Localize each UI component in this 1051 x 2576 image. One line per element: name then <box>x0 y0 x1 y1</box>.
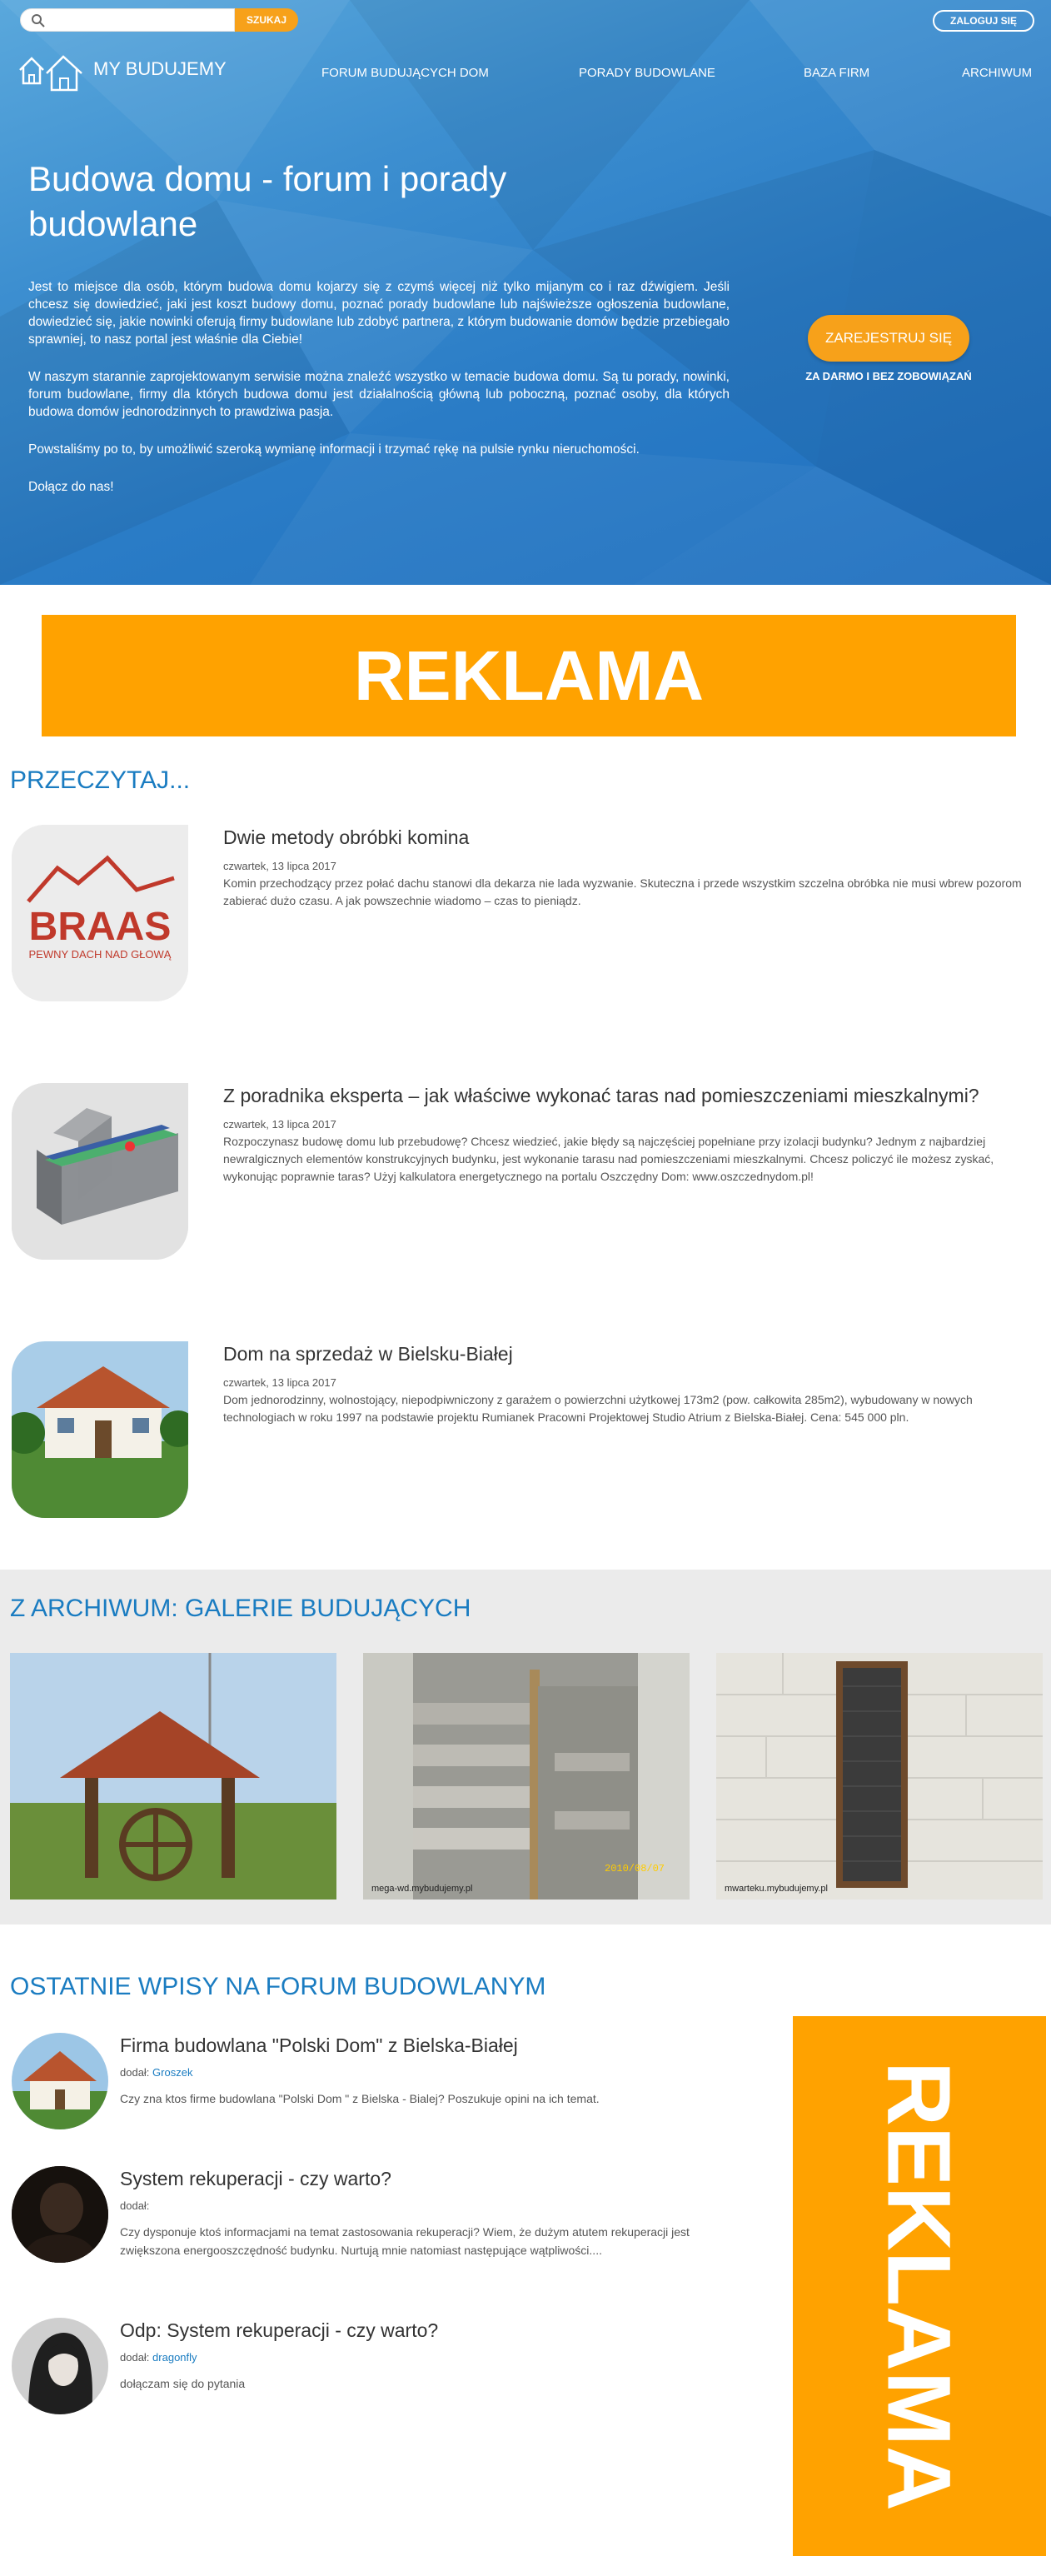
ad-side-text: REKLAMA <box>869 2061 970 2511</box>
article-thumbnail-braas[interactable] <box>12 825 188 1001</box>
avatar-woman-image <box>12 2318 108 2414</box>
article-date: czwartek, 13 lipca 2017 <box>223 1376 336 1389</box>
gallery-image-well[interactable] <box>10 1653 336 1900</box>
forum-entry-body: Czy zna ktos firme budowlana "Polski Dom " z Bielska - Bialej? Poszukuje opini na ich temat. <box>120 2092 600 2105</box>
terrace-diagram-image <box>12 1083 188 1260</box>
author-prefix: dodał: <box>120 2066 150 2079</box>
forum-entry-title[interactable]: System rekuperacji - czy warto? <box>120 2168 391 2189</box>
forum-entry-body: Czy dysponuje ktoś informacjami na temat zastosowania rekuperacji? Wiem, że dużym atutem rekuperacji jest zwiększona energooszczędność budynku. Nurtują mnie natomiast następujące wątpliwości.... <box>120 2225 690 2257</box>
article-title[interactable]: Dwie metody obróbki komina <box>223 826 470 848</box>
forum-avatar <box>12 2318 108 2414</box>
stairs-photo-image <box>363 1653 690 1900</box>
top-bar <box>0 0 1051 42</box>
article-date: czwartek, 13 lipca 2017 <box>223 1118 336 1131</box>
forum-entry-body: dołączam się do pytania <box>120 2377 246 2390</box>
gallery-section <box>0 1570 1051 1925</box>
hero-paragraph: Powstaliśmy po to, by umożliwić szeroką wymianę informacji i trzymać rękę na pulsie rynku nieruchomości. <box>28 442 640 457</box>
forum-avatar <box>12 2166 108 2263</box>
search-input[interactable] <box>20 8 235 32</box>
author-prefix: dodał: <box>120 2351 150 2364</box>
article-body: Rozpoczynasz budowę domu lub przebudowę? Chcesz wiedzieć, jakie błędy są najczęściej popełniane przy izolacji budynku? Jednym z najbardziej newralgicznych elementów konstrukcyjnych budynku, jest wykonanie tarasu nad pomieszczeniami mieszkalnymi. Chcesz policzyć ile możesz zyskać, wykonując poprawnie taras? Użyj kalkulatora energetycznego na portalu Oszczędny Dom: www.oszczednydom.pl! <box>223 1135 994 1183</box>
gallery-caption: mega-wd.mybudujemy.pl <box>371 1884 473 1894</box>
nav-archive[interactable]: ARCHIWUM <box>962 66 1033 80</box>
gallery-date-stamp: 2010/08/07 <box>605 1863 665 1875</box>
forum-entry-meta <box>120 2199 149 2212</box>
article-date: czwartek, 13 lipca 2017 <box>223 860 336 872</box>
register-subtitle: ZA DARMO I BEZ ZOBOWIĄZAŃ <box>805 370 972 382</box>
article-body: Komin przechodzący przez połać dachu stanowi dla dekarza nie lada wyzwanie. Skuteczna i przede wszystkim szczelna obróbka nie musi wbrew pozorom zabierać dużo czasu. A jak powszechnie wiadomo – czas to pieniądz. <box>223 876 1022 907</box>
window-photo-image <box>716 1653 1043 1900</box>
hero-paragraph: Jest to miejsce dla osób, którym budowa domu kojarzy się z czymś więcej niż tylko mijanym co i raz dźwigiem. Jeśli chcesz się dowiedzieć, jaki jest koszt budowy domu, poznać porady budowlane lub najświeższe ogłoszenia budowlane, dowiedzieć się, jakie nowinki oferują firmy budowlane lub zdobyć partnera, z którym budowanie domów będzie przebiegało sprawniej, to nasz portal jest właśnie dla Ciebie! <box>28 280 730 347</box>
article-thumbnail-house[interactable] <box>12 1341 188 1518</box>
forum-entry-meta <box>120 2066 192 2079</box>
forum-entry-title[interactable]: Firma budowlana "Polski Dom" z Bielska-Białej <box>120 2034 518 2056</box>
nav-companies[interactable]: BAZA FIRM <box>804 66 870 80</box>
well-photo-image <box>10 1653 336 1900</box>
author-link[interactable]: dragonfly <box>152 2351 197 2364</box>
author-prefix: dodał: <box>120 2199 150 2212</box>
logo-text[interactable]: MY BUDUJEMY <box>93 58 227 79</box>
article-title[interactable]: Z poradnika eksperta – jak właściwe wykonać taras nad pomieszczeniami mieszkalnymi? <box>223 1085 979 1106</box>
section-title-gallery: Z ARCHIWUM: GALERIE BUDUJĄCYCH <box>10 1595 471 1622</box>
register-button[interactable]: ZAREJESTRUJ SIĘ <box>808 315 969 362</box>
login-button[interactable]: ZALOGUJ SIĘ <box>933 10 1034 32</box>
forum-entry-title[interactable]: Odp: System rekuperacji - czy warto? <box>120 2319 439 2341</box>
avatar-house-image <box>12 2033 108 2129</box>
hero-title: Budowa domu - forum i porady budowlane <box>28 159 507 243</box>
forum-entry-meta <box>120 2351 197 2364</box>
article-thumbnail-terrace[interactable] <box>12 1083 188 1260</box>
nav-forum[interactable]: FORUM BUDUJĄCYCH DOM <box>321 66 489 80</box>
author-link[interactable]: Groszek <box>152 2066 193 2079</box>
nav-advice[interactable]: PORADY BUDOWLANE <box>579 66 715 80</box>
gallery-image-stairs[interactable] <box>363 1653 690 1900</box>
avatar-person-image <box>12 2166 108 2263</box>
braas-brand-text: BRAAS <box>28 905 172 949</box>
forum-avatar <box>12 2033 108 2129</box>
logo-house-icon[interactable] <box>18 52 85 92</box>
braas-logo-icon <box>12 825 188 1001</box>
hero-paragraph: Dołącz do nas! <box>28 480 114 494</box>
ad-banner-top[interactable]: REKLAMA <box>42 615 1016 736</box>
gallery-image-window[interactable] <box>716 1653 1043 1900</box>
house-photo-image <box>12 1341 188 1518</box>
braas-slogan-text: PEWNY DACH NAD GŁOWĄ <box>28 948 172 961</box>
ad-banner-side[interactable] <box>793 2016 1046 2556</box>
section-title-read: PRZECZYTAJ... <box>10 766 191 794</box>
hero-section <box>0 0 1051 585</box>
hero-paragraph: W naszym starannie zaprojektowanym serwisie można znaleźć wszystko w temacie budowa domu. Są tu porady, nowinki, forum budowlane, firmy dla których budowa domu jest działalnością główną lub poboczną, poznać osoby, dla których budowa domów jednorodzinnych to prawdziwa pasja. <box>28 370 730 419</box>
hero-text <box>28 278 730 516</box>
article-body: Dom jednorodzinny, wolnostojący, niepodpiwniczony z garażem o powierzchni użytkowej 173m2 (pow. całkowita 285m2), wybudowany w nowych technologiach w roku 1997 na podstawie projektu Rumianek Pracowni Projektowej Studio Atrium z Bielska-Białej. Cena: 545 000 pln. <box>223 1393 973 1424</box>
section-title-forum: OSTATNIE WPISY NA FORUM BUDOWLANYM <box>10 1973 546 2000</box>
article-title[interactable]: Dom na sprzedaż w Bielsku-Białej <box>223 1343 513 1365</box>
gallery-caption: mwarteku.mybudujemy.pl <box>725 1884 828 1894</box>
search-icon <box>31 13 46 28</box>
search-button[interactable]: SZUKAJ <box>235 8 298 32</box>
main-nav <box>0 42 1051 100</box>
